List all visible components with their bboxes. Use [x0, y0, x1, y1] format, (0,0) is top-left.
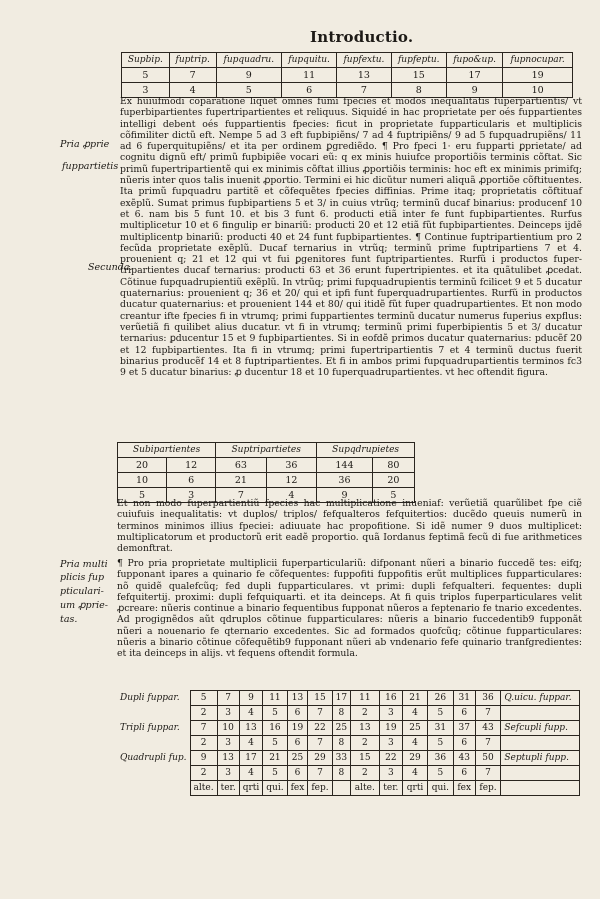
table-cell: 10	[118, 473, 167, 488]
table-cell: 10	[217, 721, 239, 736]
table-cell: 21	[216, 473, 267, 488]
table-cell: 8	[391, 83, 446, 98]
table-cell: 6	[167, 473, 216, 488]
table-cell: 19	[287, 721, 308, 736]
table-cell: 7	[475, 736, 501, 751]
table-row	[351, 721, 580, 736]
margin-note-pria-multi: Pria multi	[60, 559, 108, 570]
table-cell: 4	[239, 766, 263, 781]
margin-note-pria-proprie: Pria ꝓprie	[60, 139, 110, 150]
margin-note-fuppartientis: fuppartietis	[62, 161, 119, 172]
table-cell: 5	[122, 68, 170, 83]
table-footer-cell: fex	[287, 781, 308, 796]
table-cell: 36	[475, 691, 501, 706]
row-label-empty	[117, 766, 190, 781]
row-label: Dupli fuppar.	[120, 692, 180, 703]
table-cell: 13	[287, 691, 308, 706]
table-cell: 2	[351, 766, 380, 781]
table-cell: 7	[169, 68, 216, 83]
table-cell: 63	[216, 458, 267, 473]
table-cell: 7	[308, 766, 332, 781]
row-label: Sefcupli fupp.	[501, 721, 580, 736]
row-label-empty	[501, 736, 580, 751]
table-cell: 7	[337, 83, 391, 98]
table-row	[351, 736, 580, 751]
table-row	[351, 691, 580, 706]
row-label-empty	[117, 736, 190, 751]
table-cell: 5	[216, 83, 281, 98]
table-footer-cell: qrti	[403, 781, 428, 796]
multiple-superparticular-table-left	[117, 690, 351, 796]
table-cell: 29	[308, 751, 332, 766]
table-cell: 3	[379, 766, 402, 781]
table-cell: 3	[167, 488, 216, 503]
table-cell: 25	[332, 721, 350, 736]
table-footer-cell: ter.	[217, 781, 239, 796]
table-cell: 6	[287, 766, 308, 781]
table-cell: 3	[122, 83, 170, 98]
multiplied-superpartient-table	[117, 442, 415, 503]
table-cell: 4	[266, 488, 317, 503]
table-header-cell: fuptrip.	[169, 53, 216, 68]
table-cell: 6	[287, 736, 308, 751]
table-cell: 8	[332, 736, 350, 751]
table-footer-cell: fep.	[475, 781, 501, 796]
table-cell: 11	[351, 691, 380, 706]
table-cell: 20	[372, 473, 414, 488]
table-cell: 33	[332, 751, 350, 766]
table-row	[351, 766, 580, 781]
table-cell: 3	[217, 766, 239, 781]
table-cell: 43	[475, 721, 501, 736]
table-header-row	[118, 443, 415, 458]
table-header-cell: fupfextu.	[337, 53, 391, 68]
table-row	[351, 751, 580, 766]
table-header-cell: fupquitu.	[282, 53, 337, 68]
table-cell: 7	[190, 721, 217, 736]
table-cell: 5	[263, 706, 287, 721]
table-cell: 5	[428, 706, 454, 721]
table-footer-cell: qui.	[263, 781, 287, 796]
table-cell: 3	[379, 736, 402, 751]
table-cell: 6	[453, 706, 475, 721]
margin-note-secunda: Secunda.	[88, 262, 133, 273]
table-header-cell: Supqdrupietes	[317, 443, 415, 458]
table-cell: 21	[263, 751, 287, 766]
table-cell: 25	[287, 751, 308, 766]
table-header-cell: Supbip.	[122, 53, 170, 68]
table-header-cell: fupo&up.	[446, 53, 503, 68]
multiple-superparticular-table-right	[350, 690, 580, 796]
table-cell: 5	[428, 736, 454, 751]
table-cell: 2	[351, 736, 380, 751]
table-cell: 36	[266, 458, 317, 473]
table-cell: 7	[216, 488, 267, 503]
row-label-empty	[501, 781, 580, 796]
table-footer-cell: alte.	[351, 781, 380, 796]
table-cell: 8	[332, 706, 350, 721]
table-header-row	[122, 53, 573, 68]
table-row	[117, 766, 351, 781]
table-cell: 5	[263, 736, 287, 751]
table-footer-cell: fex	[453, 781, 475, 796]
table-cell: 15	[391, 68, 446, 83]
table-cell: 17	[239, 751, 263, 766]
table-row	[122, 68, 573, 83]
table-cell: 4	[169, 83, 216, 98]
table-cell: 4	[403, 766, 428, 781]
table-row	[118, 473, 415, 488]
table-cell: 9	[190, 751, 217, 766]
table-cell: 13	[337, 68, 391, 83]
table-footer-row	[351, 781, 580, 796]
table-cell: 11	[263, 691, 287, 706]
table-cell: 15	[308, 691, 332, 706]
table-cell: 12	[167, 458, 216, 473]
body-paragraph-1: Ex huiufmodi coparatione liquet omnes fumi fpecies et modos inequalitatis fuperpartientis/ vt fuperbipartientes fupertripartientes et reliquus. Siquidé in hac proprietate per oés fuppartientes intelligi debent oés fuppartientis fpecies: ficut in proprietate fupparticularis et multiplicis cõfimiliter dictũ eft. Nempe 5 ad 3 eft fupbipiẽns/ 7 ad 4 fuptripiẽns/ 9 ad 5 fupquadrupiẽns/ 11 ad 6 fuperquitupiẽns/ et ita per ordinem ꝑgrediẽdo. ¶ Pro fpeci 1· eru fupparti ꝑprietate/ ad cognitu dignũ eft/ primũ fupbipiẽe vocari eũ: q ex minis huiufce proportiõis terminis cõftat. Sic primũ fupertripartientẽ qui ex minimis cõftat illius ꝓportiõis terminis: hoc eft ex minimis primifq; nũeris inter quos talis inuenit ꝓportio. Termini ei hic dicũtur numeri aliquã ꝓportiõe cõftituentes. Ita primũ fupquadru partitẽ et cõfequẽtes fpecies diffinias. Prime itaq; proprietatis cõftituaf exẽplũ. Sumat primus fupbipartiens 5 et 3/ in cuius vtrũq; terminũ ducaf binarius: producenf 10 et 6. nam bis 5 funt 10. et bis 3 funt 6. producti etiã inter fe funt fupbipartientes. Rurfus multiplicetur 10 et 6 fingulip er binariũ: producti 20 et 12 etiã fũt fupbipartientes. Deinceps ijdẽ multiplicentp binariũ: producti 40 et 24 funt fupbipartientes. ¶ Continue fuptripartientium pro 2 fecũda proprietate exẽplũ. Ducaf ternarius in vtrũq; terminũ prime fuptripartiens 7 et 4. prouenient q; 21 et 12 qui vt fui ꝑgenitores funt fuptripartientes. Rurfũ i productos fupertripartientes ducaf ternarius: producti 63 et 36 erunt fupertripientes. et ita quãtulibet ꝓcedat. Cõtinue fupquadrupientiũ exẽplũ. In vtrũq; primi fupquadrupientis terminũ fcilicet 9 et 5 ducatur quaternarius: prouenient q; 36 et 20/ qui et ipfi funt fuperquadrupartientes. Rurfũ in productos ducatur quaternarius: et prouenient 144 et 80/ qui itidẽ fũt fuper quadrupartientes. Et non modo creantur ifte fpecies fi in vtrumq; primi fuppartientes terminũ ducatur numerus fuperius expflus: verũetiã fi quilibet alius ducatur. vt fi in vtrumq; terminũ primi fuperbipientis 5 et 3/ ducatur ternarius: ꝑducentur 15 et 9 fupbipartientes. Si in eofdẽ primos ducatur quaternarius: pducẽf 20 et 12 fupbipartientes. Ita fi in vtrumq; primi fupertripartientis 7 et 4 terminũ ductus fuerit binarius producẽf 14 et 8 fuptripartientes. Et fi in ambos primi fupquadrupartientis terminos fc3 9 et 5 ducatur binarius: ꝓ ducentur 18 et 10 fuperquadrupartientes. vt hec oftendit figura.	[120, 96, 582, 379]
table-cell: 3	[217, 706, 239, 721]
table-cell: 7	[308, 706, 332, 721]
table-cell: 4	[403, 706, 428, 721]
table-cell: 2	[190, 766, 217, 781]
table-cell: 7	[475, 766, 501, 781]
table-footer-cell: fep.	[308, 781, 332, 796]
table-row	[351, 706, 580, 721]
row-label: Quadrupli fup.	[120, 752, 187, 763]
table-cell: 4	[239, 706, 263, 721]
body-paragraph-3: ¶ Pro pria proprietate multiplicii fuperparticulariũ: difponant nũeri a binario fuccedẽ tes: eifq; fupponant ipares a quinario fe cõfequentes: fuppofiti fuppofitis erũt multiplices fupparticulares: nõ quidẽ qualefcũq; fed dupli fupparticulares. vt primi: dupli fefqualteri. fequentes: dupli fefquitertij. proximi: dupli fefquiquarti. et ita deinceps. At fi quis triplos fuperparticulares velit ꝓcreare: nũeris continue a binario fequentibus fupponat nũeros a feptenario fe tnario excedentes. Ad progignẽdos aũt qdruplos cõtinue fupparticulares: nũeris a binario fuccedentib9 fupponãt nũeri a nouenario fe qternario excedentes. Sic ad formados quofcũq; cõtinue fupparticulares: nũeris a binario cõtinue cõfequẽtib9 fupponant nũeri ab vndenario fefe quinario tranfgredientes: et ita deinceps in alijs. vt fequens oftendit formula.	[117, 558, 582, 660]
row-label-empty	[117, 781, 190, 796]
table-cell: 4	[403, 736, 428, 751]
running-head: Introductio.	[310, 28, 414, 46]
table-cell: 13	[239, 721, 263, 736]
row-label: Tripli fuppar.	[120, 722, 180, 733]
table-cell: 5	[428, 766, 454, 781]
table-cell: 6	[453, 736, 475, 751]
table-footer-cell: qui.	[428, 781, 454, 796]
table-cell: 5	[372, 488, 414, 503]
table-header-cell: fupquadru.	[216, 53, 281, 68]
table-row	[117, 736, 351, 751]
table-cell: 36	[317, 473, 373, 488]
margin-note-pticulari: pticulari-	[60, 586, 104, 597]
table-cell: 31	[453, 691, 475, 706]
table-cell: 21	[403, 691, 428, 706]
table-footer-cell: alte.	[190, 781, 217, 796]
table-cell: 5	[118, 488, 167, 503]
table-cell: 3	[217, 736, 239, 751]
table-row	[117, 721, 351, 736]
margin-note-tas: tas.	[60, 614, 78, 625]
table-cell: 20	[118, 458, 167, 473]
table-header-cell: fupfeptu.	[391, 53, 446, 68]
table-cell: 2	[351, 706, 380, 721]
table-cell: 4	[239, 736, 263, 751]
table-cell: 15	[351, 751, 380, 766]
table-cell: 31	[428, 721, 454, 736]
table-cell: 36	[428, 751, 454, 766]
table-row	[117, 751, 351, 766]
table-cell: 19	[379, 721, 402, 736]
row-label-empty	[501, 706, 580, 721]
table-cell: 6	[287, 706, 308, 721]
table-cell: 80	[372, 458, 414, 473]
table-cell: 37	[453, 721, 475, 736]
row-label-empty	[117, 706, 190, 721]
table-cell: 9	[317, 488, 373, 503]
table-cell: 5	[263, 766, 287, 781]
body-paragraph-2: Et non modo fuperpartientiũ fpecies hac multiplicatione inueniaf: verũetiã quarũlibet fpe ciẽ cuiufuis inequalitatis: vt duplos/ triplos/ fefqualteros fefquitertios: ducẽdo queuis numerũ in terminos minimos illius fpeciei: adiuuate hac propofitione. Si idẽ numer 9 duos multiplicet: multiplicatorum et productorũ erit eadẽ proportio. quã Iordanus feptimã fecũ di fue arithmetices demonftrat.	[117, 498, 582, 555]
table-cell: 25	[403, 721, 428, 736]
row-label: Septupli fupp.	[501, 751, 580, 766]
table-footer-row	[117, 781, 351, 796]
table-cell: 10	[503, 83, 573, 98]
table-cell: 50	[475, 751, 501, 766]
table-cell: 6	[453, 766, 475, 781]
table-cell: 3	[379, 706, 402, 721]
table-cell: 13	[351, 721, 380, 736]
table-cell: 7	[217, 691, 239, 706]
table-footer-cell: qrti	[239, 781, 263, 796]
table-cell: 2	[190, 706, 217, 721]
table-header-cell: Subipartientes	[118, 443, 216, 458]
table-cell: 22	[379, 751, 402, 766]
table-cell: 12	[266, 473, 317, 488]
table-cell: 43	[453, 751, 475, 766]
table-cell: 11	[282, 68, 337, 83]
table-cell: 7	[475, 706, 501, 721]
table-cell: 22	[308, 721, 332, 736]
table-cell: 5	[190, 691, 217, 706]
table-cell: 6	[282, 83, 337, 98]
row-label-empty	[501, 766, 580, 781]
table-cell: 29	[403, 751, 428, 766]
table-cell: 17	[332, 691, 350, 706]
table-row	[117, 691, 351, 706]
table-cell: 8	[332, 766, 350, 781]
table-cell: 9	[216, 68, 281, 83]
table-cell: 16	[263, 721, 287, 736]
table-row	[117, 706, 351, 721]
table-header-cell: Suptripartietes	[216, 443, 317, 458]
superpartient-species-table	[121, 52, 573, 98]
row-label: Q.uicu. fuppar.	[501, 691, 580, 706]
table-row	[118, 458, 415, 473]
table-cell: 26	[428, 691, 454, 706]
table-cell: 144	[317, 458, 373, 473]
margin-note-plicis: plicis fup	[60, 572, 105, 583]
table-header-cell: fupnocupar.	[503, 53, 573, 68]
table-cell: 9	[239, 691, 263, 706]
table-cell: 9	[446, 83, 503, 98]
table-cell: 17	[446, 68, 503, 83]
table-footer-cell: ter.	[379, 781, 402, 796]
table-cell: 2	[190, 736, 217, 751]
table-cell: 19	[503, 68, 573, 83]
table-cell: 13	[217, 751, 239, 766]
table-cell: 16	[379, 691, 402, 706]
margin-note-um-proprie: um ꝓprie-	[60, 600, 108, 611]
table-cell: 7	[308, 736, 332, 751]
table-footer-cell	[332, 781, 350, 796]
